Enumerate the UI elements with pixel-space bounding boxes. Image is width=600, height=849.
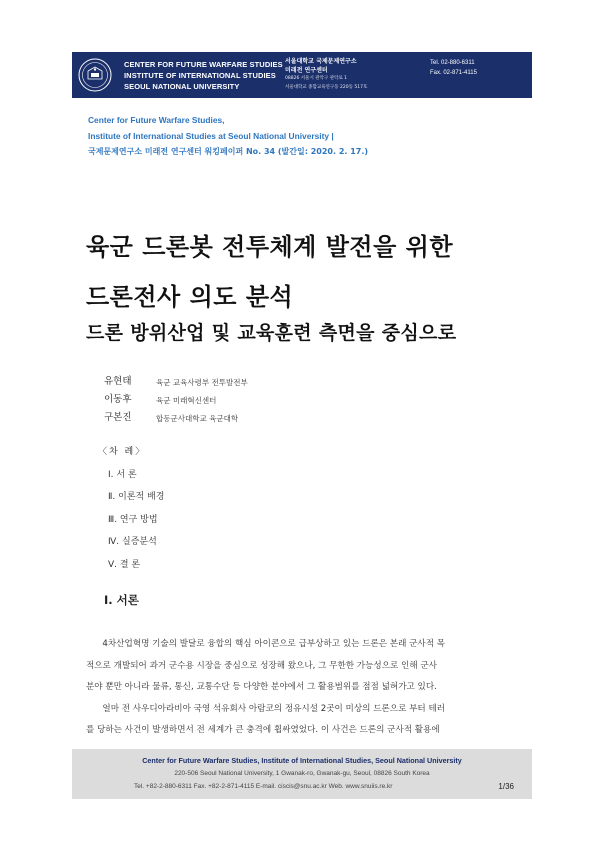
section-heading: Ⅰ. 서론 [104,593,139,607]
header-en-line-1: CENTER FOR FUTURE WARFARE STUDIES [124,60,283,69]
page-footer [72,749,532,799]
body-paragraphs [86,634,514,742]
paper-meta [88,112,368,160]
toc-item[interactable]: Ⅴ. 결 론 [108,559,141,570]
author-list [104,373,248,427]
toc-item[interactable]: Ⅳ. 실증분석 [108,537,157,547]
header-tel: Tel. 02-880-6311 [430,60,475,66]
toc-item[interactable]: Ⅱ. 이론적 배경 [108,492,165,502]
author-name: 이동후 [104,394,132,405]
header-kr-line-2: 미래전 연구센터 [285,66,328,74]
page-subtitle: 드론 방위산업 및 교육훈련 측면을 중심으로 [86,322,457,344]
body-line: 4차산업혁명 기술의 발달로 융합의 핵심 아이콘으로 급부상하고 있는 드론은 본래 군사적 목 [86,639,446,649]
header-kr-address-1: 08826 서울시 관악구 관악로 1 [285,76,348,81]
toc-item[interactable]: Ⅰ. 서 론 [108,469,137,480]
author-affiliation: 육군 미래혁신센터 [156,396,217,405]
header-en-line-2: INSTITUTE OF INTERNATIONAL STUDIES [124,71,276,80]
author-affiliation: 합동군사대학교 육군대학 [156,414,239,423]
meta-line-1: Center for Future Warfare Studies, [88,115,225,125]
header-en-line-3: SEOUL NATIONAL UNIVERSITY [124,82,240,91]
header-contact [430,58,477,78]
author-row [104,373,248,391]
footer-contact: Tel. +82-2-880-6311 Fax. +82-2-871-4115 E-mail. ciscis@snu.ac.kr Web. www.snuiis.re.kr [134,783,393,790]
header-kr-line-1: 서울대학교 국제문제연구소 [285,58,357,65]
author-affiliation: 육군 교육사령부 전투발전부 [156,378,248,387]
page-title [86,222,453,322]
author-row [104,409,248,427]
footer-org: Center for Future Warfare Studies, Institute of International Studies, Seoul National University [142,756,462,765]
body-line: 를 당하는 사건이 발생하면서 전 세계가 큰 충격에 휩싸였었다. 이 사건은 드론의 군사적 활용에 [86,725,440,735]
page-number: 1/36 [498,782,514,791]
body-line: 분야 뿐만 아니라 물류, 통신, 교통수단 등 다양한 분야에서 그 활용범위를 점점 넓혀가고 있다. [86,682,437,692]
meta-line-3: 국제문제연구소 미래전 연구센터 워킹페이퍼 No. 34 (발간일: 2020. 2. 17.) [88,147,369,156]
author-name: 구본진 [104,412,132,423]
header-fax: Fax. 02-871-4115 [430,70,477,76]
title-line-2: 드론전사 의도 분석 [86,283,294,311]
meta-line-2: Institute of International Studies at Seoul National University | [88,131,334,141]
header-banner [72,52,532,98]
header-korean-name [285,58,367,92]
author-row [104,391,248,409]
title-line-1: 육군 드론봇 전투체계 발전을 위한 [86,233,453,261]
header-kr-address-2: 서울대학교 종합교육연구동 220동 517호 [285,84,368,90]
footer-address: 220-506 Seoul National University, 1 Gwanak-ro, Gwanak-gu, Seoul, 08826 South Korea [174,770,430,777]
table-of-contents [98,441,165,576]
body-line: 얼마 전 사우디아라비아 국영 석유회사 아람코의 정유시설 2곳이 미상의 드론으로 부터 테러 [86,703,446,714]
snu-logo-icon [78,56,112,94]
body-line: 적으로 개발되어 과거 군수용 시장을 중심으로 성장해 왔으나, 그 무한한 가능성으로 인해 군사 [86,660,437,671]
author-name: 유현태 [104,376,132,387]
toc-title: 〈차 례〉 [98,447,147,457]
header-english-name [124,59,283,92]
toc-item[interactable]: Ⅲ. 연구 방법 [108,514,158,525]
